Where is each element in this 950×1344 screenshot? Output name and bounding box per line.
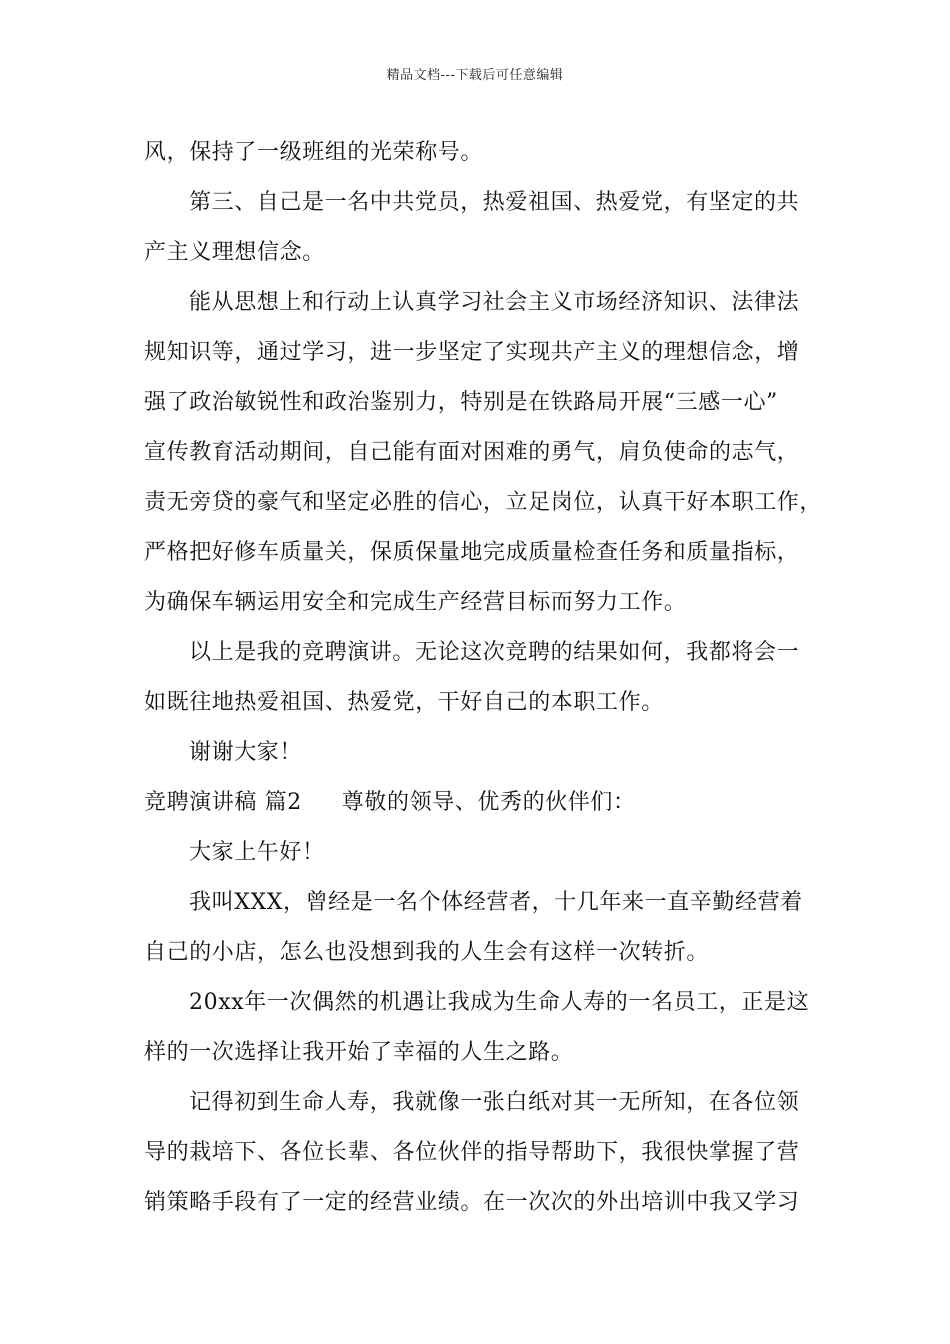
text-line: 第三、自己是一名中共党员，热爱祖国、热爱党，有坚定的共: [189, 190, 800, 215]
text-line: 规知识等，通过学习，进一步坚定了实现共产主义的理想信念，增: [144, 340, 800, 365]
salutation: 尊敬的领导、优秀的伙伴们：: [341, 790, 636, 815]
text-line: 风，保持了一级班组的光荣称号。: [144, 140, 484, 165]
text-line: 导的栽培下、各位长辈、各位伙伴的指导帮助下，我很快掌握了营: [144, 1140, 800, 1165]
text-line: 如既往地热爱祖国、热爱党，干好自己的本职工作。: [144, 690, 664, 715]
text-line: 20xx年一次偶然的机遇让我成为生命人寿的一名员工，正是这: [189, 990, 810, 1015]
text-line: 销策略手段有了一定的经营业绩。在一次次的外出培训中我又学习: [144, 1190, 800, 1215]
text-line: 为确保车辆运用安全和完成生产经营目标而努力工作。: [144, 590, 687, 615]
section-heading: [144, 778, 824, 828]
section-title: 竞聘演讲稿 篇2: [144, 790, 302, 815]
page-header: 精品文档---下载后可任意编辑: [386, 68, 564, 83]
text-line: 宣传教育活动期间，自己能有面对困难的勇气，肩负使命的志气，: [144, 440, 800, 465]
text-line: 责无旁贷的豪气和坚定必胜的信心，立足岗位，认真干好本职工作，: [144, 490, 823, 515]
text-line: 严格把好修车质量关，保质保量地完成质量检查任务和质量指标，: [144, 540, 800, 565]
text-line: 自己的小店，怎么也没想到我的人生会有这样一次转折。: [144, 940, 710, 965]
text-line: 谢谢大家！: [189, 740, 303, 765]
text-line: 以上是我的竞聘演讲。无论这次竞聘的结果如何，我都将会一: [189, 640, 800, 665]
text-line: 大家上午好！: [189, 840, 325, 865]
document-body: [144, 128, 824, 1228]
text-line: 我叫XXX，曾经是一名个体经营者，十几年来一直辛勤经营着: [189, 890, 803, 915]
text-line: 强了政治敏锐性和政治鉴别力，特别是在铁路局开展“三感一心”: [144, 390, 778, 415]
text-line: 记得初到生命人寿，我就像一张白纸对其一无所知，在各位领: [189, 1090, 800, 1115]
text-line: 样的一次选择让我开始了幸福的人生之路。: [144, 1040, 574, 1065]
text-line: 产主义理想信念。: [144, 240, 325, 265]
text-line: 能从思想上和行动上认真学习社会主义市场经济知识、法律法: [189, 290, 800, 315]
